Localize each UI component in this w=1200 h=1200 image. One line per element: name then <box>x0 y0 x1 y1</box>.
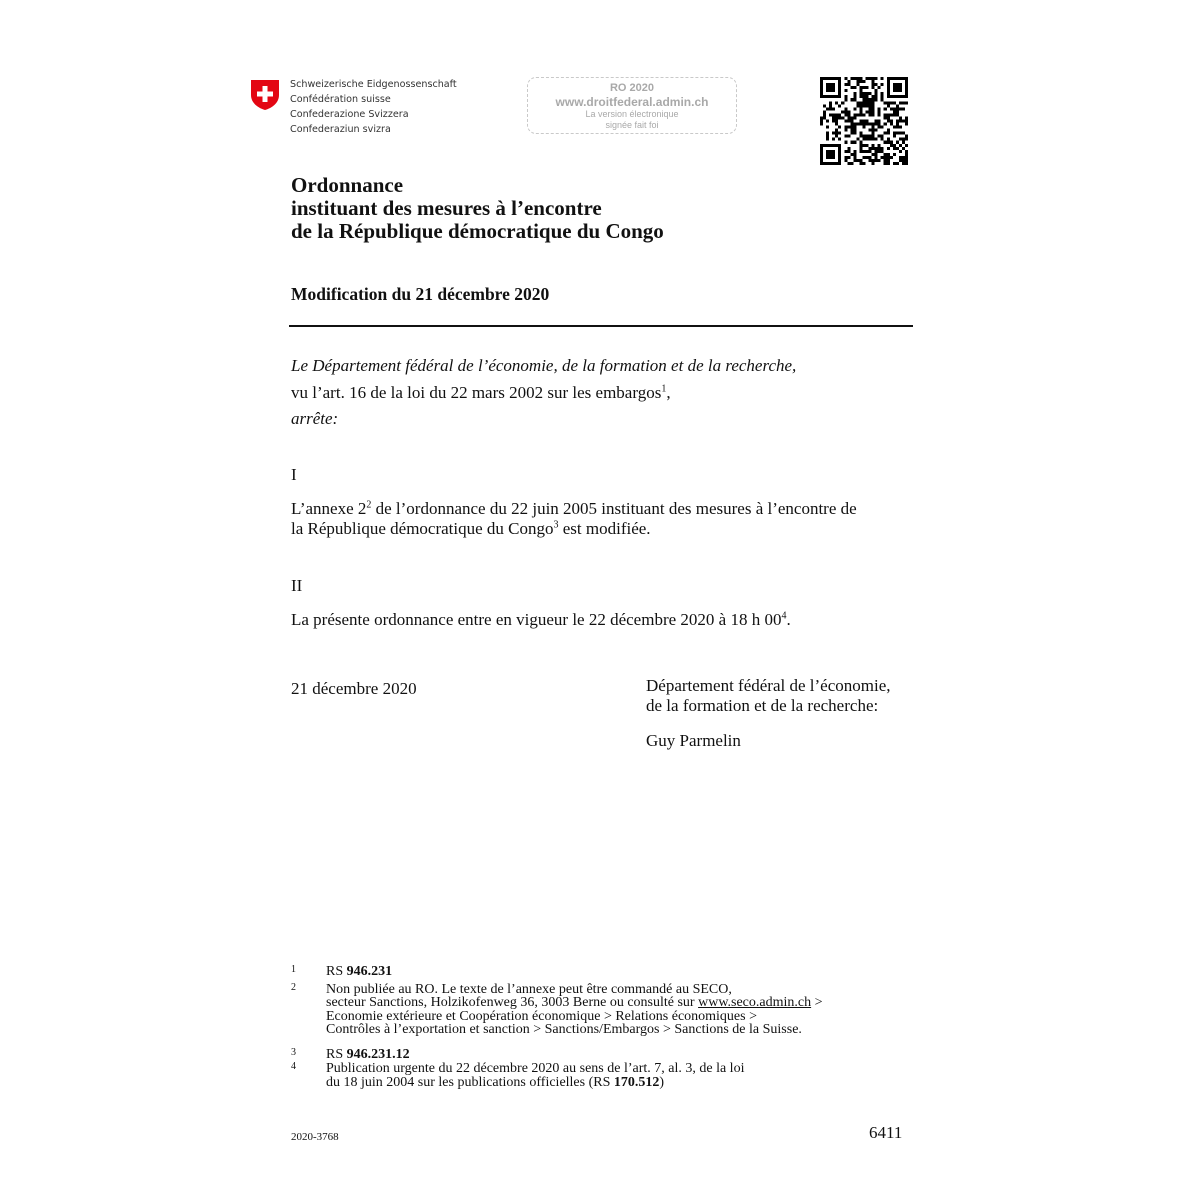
footnote-ref-2[interactable]: 2 <box>366 499 372 511</box>
title-divider <box>289 325 913 327</box>
footnote-2 <box>291 977 911 1045</box>
footnote-4-number: 4 <box>291 1061 296 1072</box>
page-number: 6411 <box>869 1123 903 1142</box>
footnote-4-line-2-a: du 18 juin 2004 sur les publications officielles (RS <box>326 1074 614 1090</box>
stamp-line-4: signée fait foi <box>605 120 659 130</box>
section-2-text <box>291 607 791 632</box>
footnote-3-prefix: RS <box>326 1047 347 1062</box>
footnote-ref-3[interactable]: 3 <box>553 519 559 531</box>
preamble-decree: arrête: <box>291 409 339 428</box>
section-2-text-end: . <box>786 610 791 629</box>
title-line-1: Ordonnance <box>291 173 404 197</box>
title-line-3: de la République démocratique du Congo <box>291 219 664 243</box>
section-1-line-1-b: de l’ordonnance du 22 juin 2005 instituant des mesures à l’encontre de <box>371 499 857 518</box>
preamble-authority: Le Département fédéral de l’économie, de la formation et de la recherche, <box>291 356 797 375</box>
footnote-4-line-2 <box>326 1076 744 1090</box>
modification-subtitle: Modification du 21 décembre 2020 <box>291 284 550 304</box>
footnote-4-line-2-b: ) <box>659 1074 665 1090</box>
preamble-basis-end: , <box>666 383 671 402</box>
footnote-3-number: 3 <box>291 1047 296 1058</box>
footnote-1-prefix: RS <box>326 964 347 979</box>
footnote-2-line-3: Economie extérieure et Coopération économique > Relations économiques > <box>326 1008 757 1024</box>
preamble-basis-text: vu l’art. 16 de la loi du 22 mars 2002 sur les embargos <box>291 383 662 402</box>
stamp-line-2: www.droitfederal.admin.ch <box>555 95 709 109</box>
title-line-2: instituant des mesures à l’encontre <box>291 196 602 220</box>
footnote-1-number: 1 <box>291 964 296 975</box>
preamble-basis <box>291 380 671 405</box>
document-reference: 2020-3768 <box>291 1131 339 1143</box>
section-1-line-2 <box>291 516 651 541</box>
confederation-names <box>290 77 457 137</box>
signature-department <box>646 676 890 716</box>
signature-date: 21 décembre 2020 <box>291 679 417 698</box>
footnote-2-line-2-a: secteur Sanctions, Holzikofenweg 36, 3003 Berne ou consulté sur <box>326 995 699 1010</box>
footnote-ref-4[interactable]: 4 <box>781 610 787 622</box>
footnote-1 <box>291 963 911 977</box>
footnote-2-line-1: Non publiée au RO. Le texte de l’annexe peut être commandé au SECO, <box>326 981 732 997</box>
section-2-number: II <box>291 576 303 595</box>
seco-link[interactable]: www.seco.admin.ch <box>698 995 812 1010</box>
footnote-2-line-2-b: > <box>811 995 823 1010</box>
section-1-line-2-a: la République démocratique du Congo <box>291 519 554 538</box>
section-2-text-body: La présente ordonnance entre en vigueur le 22 décembre 2020 à 18 h 00 <box>291 610 782 629</box>
footnote-2-text <box>326 983 823 1037</box>
footnote-4-ref: 170.512 <box>613 1074 660 1090</box>
department-line-2: de la formation et de la recherche: <box>646 696 879 715</box>
footnote-ref-1[interactable]: 1 <box>661 383 667 395</box>
footnote-3-ref: 946.231.12 <box>346 1047 410 1062</box>
footnote-1-ref: 946.231 <box>346 964 393 979</box>
footnote-2-number: 2 <box>291 981 296 993</box>
stamp-line-3: La version électronique <box>585 109 679 119</box>
ro-stamp <box>527 77 737 134</box>
signatory-name: Guy Parmelin <box>646 731 741 750</box>
qr-code-icon <box>820 77 908 165</box>
stamp-line-1: RO 2020 <box>609 82 655 94</box>
section-1-number: I <box>291 465 297 484</box>
section-1-line-2-b: est modifiée. <box>558 519 651 538</box>
confederation-name-it: Confederazione Svizzera <box>290 109 409 120</box>
footnote-4 <box>291 1058 911 1088</box>
document-title <box>291 174 664 243</box>
footnote-4-text <box>326 1062 744 1089</box>
footnote-3 <box>291 1044 911 1062</box>
confederation-name-rm: Confederaziun svizra <box>290 124 391 135</box>
footnote-2-line-4: Contrôles à l’exportation et sanction > Sanctions/Embargos > Sanctions de la Suisse. <box>326 1022 802 1037</box>
confederation-name-de: Schweizerische Eidgenossenschaft <box>290 79 457 90</box>
footnote-2-line-2 <box>326 996 823 1010</box>
confederation-name-fr: Confédération suisse <box>290 94 391 105</box>
department-line-1: Département fédéral de l’économie, <box>646 676 891 695</box>
swiss-cross-emblem-icon <box>250 79 280 111</box>
footnotes <box>291 963 911 1088</box>
section-1-line-1-a: L’annexe 2 <box>291 499 367 518</box>
footnote-4-line-1: Publication urgente du 22 décembre 2020 au sens de l’art. 7, al. 3, de la loi <box>326 1061 745 1076</box>
